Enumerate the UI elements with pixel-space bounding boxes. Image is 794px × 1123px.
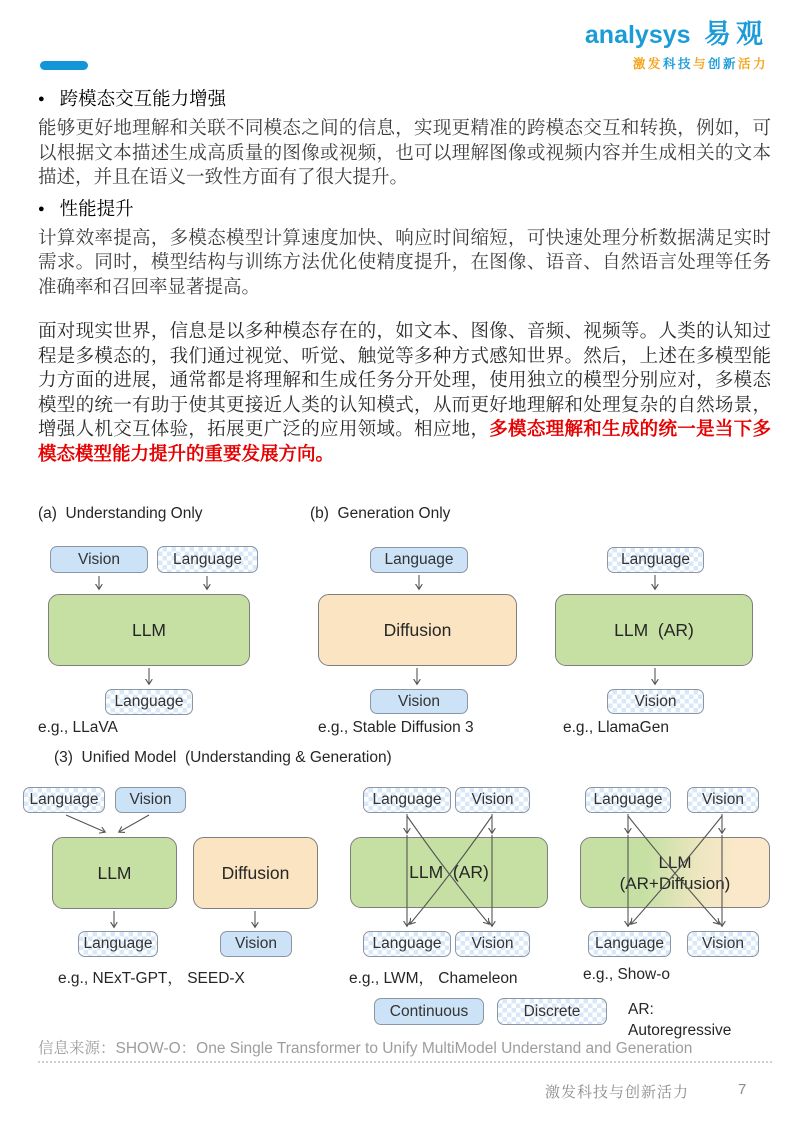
tagline-seg: 激发 <box>632 57 663 71</box>
unified1-input-language-box: Language <box>23 787 105 813</box>
text-content <box>38 86 771 472</box>
unified2-caption: e.g., LWM， Chameleon <box>349 970 518 987</box>
tagline-seg: 与 <box>692 57 708 71</box>
tagline-seg: 创新 <box>707 57 738 71</box>
brand-logo-yiguan: 易观 <box>704 19 768 49</box>
bullet-dot-icon: ● <box>38 93 45 105</box>
diagram-a-llm-box: LLM <box>48 594 250 666</box>
diagram-a-caption: e.g., LLaVA <box>38 719 118 736</box>
unified2-output-vision-box: Vision <box>455 931 530 957</box>
unified1-output-vision-box: Vision <box>220 931 292 957</box>
unified1-caption: e.g., NExT-GPT， SEED-X <box>58 970 245 987</box>
unified3-input-language-box: Language <box>585 787 671 813</box>
paragraph-performance: 计算效率提高，多模态模型计算速度加快、响应时间缩短，可快速处理分析数据满足实时需求。同时，模型结构与训练方法优化使精度提升，在图像、语音、自然语言处理等任务准确率和召回率显著提高。 <box>38 226 771 297</box>
unified3-input-vision-box: Vision <box>687 787 759 813</box>
paragraph-main <box>38 319 771 466</box>
bullet-heading-cross-modal <box>38 86 771 112</box>
paragraph-main-highlight: 多模态理解和生成的统一是当下多模态模型能力提升的重要发展方向。 <box>38 418 771 464</box>
legend-continuous-box <box>374 998 484 1025</box>
legend-ar-note <box>628 999 731 1041</box>
unified3-model-line1: LLM <box>658 852 692 872</box>
arrow <box>119 815 149 832</box>
footer-slogan: 激发科技与创新活力 <box>545 1084 690 1101</box>
unified2-llm-ar-box: LLM (AR) <box>350 837 548 908</box>
diagram-a-input-vision-box: Vision <box>50 546 148 573</box>
unified1-output-language-box: Language <box>78 931 158 957</box>
diagram-c-output-vision-box: Vision <box>607 689 704 714</box>
tagline-seg: 活力 <box>737 57 768 71</box>
paragraph-cross-modal: 能够更好地理解和关联不同模态之间的信息，实现更精准的跨模态交互和转换，例如，可以根据文本描述生成高质量的图像或视频，也可以理解图像或视频内容并生成相关的文本描述，并且在语义一致性方面有了很大提升。 <box>38 117 771 187</box>
header-accent-dash <box>40 61 88 70</box>
brand-logo <box>585 12 768 72</box>
unified3-caption: e.g., Show-o <box>583 966 671 983</box>
legend-discrete-box: Discrete <box>497 998 607 1025</box>
diagram-c-caption: e.g., LlamaGen <box>563 719 669 736</box>
unified2-input-language-box: Language <box>363 787 451 813</box>
bullet-heading-text: 性能提升 <box>59 197 134 219</box>
footer-dotted-divider <box>38 1061 772 1063</box>
legend-continuous-label: Continuous <box>389 1002 469 1020</box>
legend-ar-line1: AR: <box>628 1001 654 1018</box>
diagram-b-input-language-box: Language <box>370 547 468 573</box>
source-note: 信息来源：SHOW-O：One Single Transformer to Unify MultiModel Understand and Generation <box>38 1040 693 1057</box>
paragraph-main-normal: 面对现实世界，信息是以多种模态存在的，如文本、图像、音频、视频等。人类的认知过程是多模态的，我们通过视觉、听觉、触觉等多种方式感知世界。然后，上述在多模型能力方面的进展，通常都是将理解和生成任务分开处理，使用独立的模型分别应对，多模态模型的统一有助于使其更接近人类的认知模式，从而更好地理解和处理复杂的自然场景，增强人机交互体验，拓展更广泛的应用领域。相应地， <box>38 320 771 439</box>
unified3-llm-ar-diffusion-box <box>580 837 770 908</box>
diagram-b-diffusion-box: Diffusion <box>318 594 517 666</box>
diagram-a-output-language-box: Language <box>105 689 193 715</box>
unified3-output-language-box: Language <box>588 931 671 957</box>
unified1-input-vision-box: Vision <box>115 787 186 813</box>
arrow <box>66 815 105 832</box>
diagram-a-input-language-box: Language <box>157 546 258 573</box>
diagram-b-caption: e.g., Stable Diffusion 3 <box>318 719 474 736</box>
figure-label-a: (a) Understanding Only <box>38 505 203 522</box>
diagram-b-output-vision-box: Vision <box>370 689 468 714</box>
diagram-c-llm-ar-box: LLM (AR) <box>555 594 753 666</box>
footer-page-number: 7 <box>738 1081 747 1098</box>
unified1-diffusion-box: Diffusion <box>193 837 318 909</box>
tagline-seg: 科技 <box>662 57 693 71</box>
diagram-c-input-language-box: Language <box>607 547 704 573</box>
figure-label-b: (b) Generation Only <box>310 505 451 522</box>
bullet-heading-performance <box>38 196 771 222</box>
bullet-heading-text: 跨模态交互能力增强 <box>59 88 227 109</box>
brand-tagline <box>585 54 768 72</box>
bullet-dot-icon: ● <box>38 202 45 215</box>
unified3-model-line2: (AR+Diffusion) <box>619 873 731 893</box>
unified2-output-language-box: Language <box>363 931 451 957</box>
legend-ar-line2: Autoregressive <box>628 1022 732 1039</box>
unified2-input-vision-box: Vision <box>455 787 530 813</box>
figure-label-unified: (3) Unified Model (Understanding & Generation) <box>54 749 392 766</box>
unified3-output-vision-box: Vision <box>687 931 759 957</box>
brand-logo-analysys: analysys <box>584 21 691 49</box>
unified1-llm-box: LLM <box>52 837 177 909</box>
